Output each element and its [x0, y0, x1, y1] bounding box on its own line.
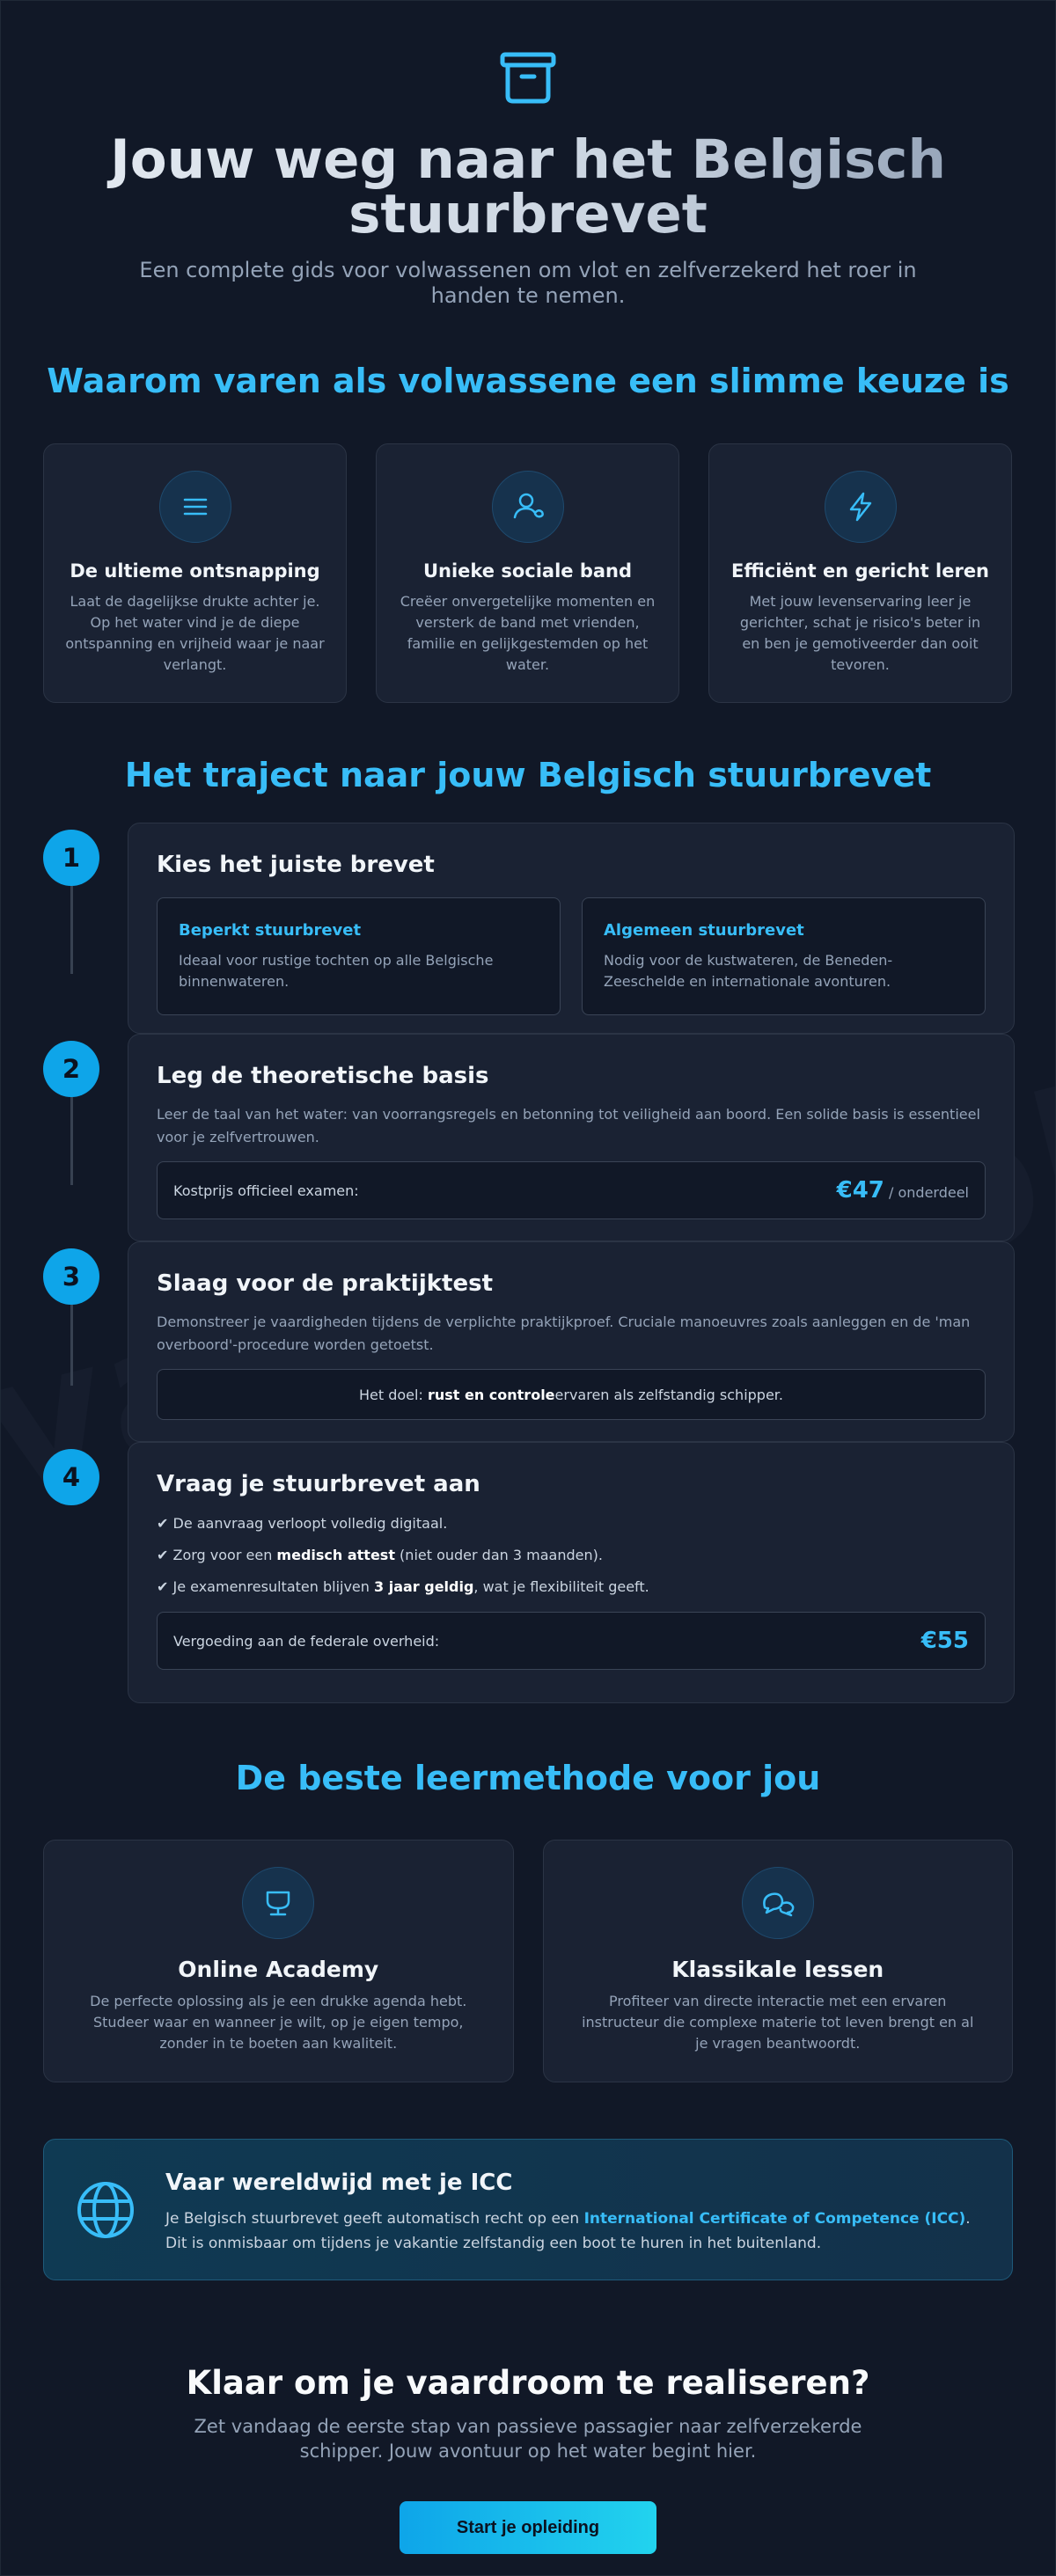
menu-lines-icon — [159, 471, 231, 543]
methods-section-title: De beste leermethode voor jou — [235, 1759, 821, 1797]
method-card[interactable] — [43, 1840, 514, 2082]
check-icon: ✔ — [157, 1547, 169, 1563]
icc-certificate-name: International Certificate of Competence (ICC) — [583, 2210, 966, 2228]
why-cards — [43, 443, 1013, 703]
icc-text-suffix: . Dit is onmisbaar om tijdens je vakantie zelfstandig een boot te huren in het buitenland. — [165, 2210, 971, 2252]
why-card-title: Efficiënt en gericht leren — [730, 560, 990, 582]
requirement-text: De aanvraag verloopt volledig digitaal. — [172, 1515, 448, 1532]
globe-icon — [74, 2178, 137, 2242]
why-card-text: Creëer onvergetelijke momenten en versterk de band met vrienden, familie en gelijkgestemden op het water. — [400, 593, 656, 673]
step-connector — [70, 1097, 73, 1185]
brevet-option-title: Algemeen stuurbrevet — [604, 921, 804, 940]
why-card — [376, 443, 679, 703]
requirements-list — [157, 1515, 986, 1596]
brevet-option[interactable] — [157, 897, 561, 1015]
brevet-option-text: Ideaal voor rustige tochten op alle Belgische binnenwateren. — [179, 952, 494, 990]
requirement-bold: medisch attest — [276, 1547, 395, 1563]
monitor-icon — [242, 1867, 314, 1939]
cta-title: Klaar om je vaardroom te realiseren? — [186, 2364, 870, 2402]
check-icon: ✔ — [157, 1515, 169, 1532]
lightning-icon — [825, 471, 897, 543]
why-card — [43, 443, 347, 703]
icc-text-prefix: Je Belgisch stuurbrevet geeft automatisch recht op een — [165, 2210, 584, 2228]
cta-section — [1, 2364, 1055, 2554]
goal-suffix: ervaren als zelfstandig schipper. — [554, 1386, 783, 1403]
requirement-text: Zorg voor een — [172, 1547, 277, 1563]
method-cards — [43, 1840, 1013, 2082]
step-text: Leer de taal van het water: van voorrangsregels en betonning tot veiligheid aan boord. Een solide basis is essentieel voor je zelfvertrouwen. — [157, 1106, 980, 1145]
why-card — [708, 443, 1012, 703]
requirement-item — [157, 1515, 986, 1533]
method-card-title: Klassikale lessen — [671, 1957, 884, 1982]
goal-bold: rust en controle — [427, 1386, 555, 1403]
cta-text: Zet vandaag de eerste stap van passieve passagier naar zelfverzekerde schipper. Jouw avontuur op het water begint hier. — [194, 2416, 862, 2462]
icc-content — [165, 2170, 982, 2256]
start-training-button[interactable]: Start je opleiding — [400, 2501, 656, 2554]
step-card — [128, 1442, 1015, 1703]
method-card[interactable] — [543, 1840, 1014, 2082]
step-card — [128, 1241, 1015, 1442]
brevet-option[interactable] — [582, 897, 986, 1015]
method-card-text: Profiteer van directe interactie met een ervaren instructeur die complexe materie tot leven brengt en al je vragen beantwoordt. — [582, 1993, 974, 2052]
requirement-text: , wat je flexibiliteit geeft. — [473, 1578, 649, 1595]
brevet-option-title: Beperkt stuurbrevet — [179, 921, 362, 940]
page-subtitle: Een complete gids voor volwassenen om vlot en zelfverzekerd het roer in handen te nemen. — [139, 258, 917, 308]
step-number: 4 — [43, 1449, 99, 1505]
trajectory-section-title: Het traject naar jouw Belgisch stuurbrevet — [124, 756, 932, 794]
chat-bubbles-icon — [742, 1867, 814, 1939]
method-card-title: Online Academy — [178, 1957, 379, 1982]
step-title: Slaag voor de praktijktest — [157, 1270, 494, 1297]
check-icon: ✔ — [157, 1578, 169, 1595]
exam-price-label: Kostprijs officieel examen: — [173, 1182, 359, 1199]
method-card-text: De perfecte oplossing als je een drukke agenda hebt. Studeer waar en wanneer je wilt, op je eigen tempo, zonder in te boeten aan kwaliteit. — [90, 1993, 467, 2052]
fee-label: Vergoeding aan de federale overheid: — [173, 1632, 440, 1650]
exam-price: €47 — [836, 1177, 884, 1204]
step-title: Vraag je stuurbrevet aan — [157, 1471, 480, 1497]
requirement-item — [157, 1578, 986, 1596]
archive-box-icon — [497, 50, 559, 106]
fee-price: €55 — [920, 1628, 969, 1654]
brevet-option-text: Nodig voor de kustwateren, de Beneden-Zeeschelde en internationale avonturen. — [604, 952, 893, 990]
requirement-item — [157, 1547, 986, 1564]
exam-price-wrap — [837, 1177, 969, 1204]
why-card-text: Met jouw levenservaring leer je gerichter, schat je risico's beter in en ben je gemotiveerder dan ooit tevoren. — [739, 593, 981, 673]
why-section-title: Waarom varen als volwassene een slimme keuze is — [47, 362, 1009, 400]
icc-text — [165, 2206, 982, 2256]
step-number: 3 — [43, 1248, 99, 1305]
why-card-title: Unieke sociale band — [422, 560, 633, 582]
exam-price-unit: / onderdeel — [889, 1184, 969, 1201]
goal-prefix: Het doel: — [359, 1386, 423, 1403]
icc-banner — [43, 2139, 1013, 2280]
step-text: Demonstreer je vaardigheden tijdens de verplichte praktijkproef. Cruciale manoeuvres zoals aanleggen en de 'man overboord'-procedure worden getoetst. — [157, 1314, 971, 1353]
icc-title: Vaar wereldwijd met je ICC — [165, 2170, 513, 2196]
user-icon — [492, 471, 564, 543]
step-number: 2 — [43, 1041, 99, 1097]
exam-price-box — [157, 1161, 986, 1219]
step-card — [128, 1034, 1015, 1241]
timeline — [43, 823, 1013, 1703]
step-number: 1 — [43, 830, 99, 886]
why-card-title: De ultieme ontsnapping — [70, 560, 320, 582]
step-card — [128, 823, 1015, 1034]
requirement-text: (niet ouder dan 3 maanden). — [394, 1547, 603, 1563]
fee-box — [157, 1612, 986, 1670]
goal-box — [157, 1369, 986, 1420]
requirement-text: Je examenresultaten blijven — [172, 1578, 374, 1595]
requirement-bold: 3 jaar geldig — [374, 1578, 474, 1595]
step-title: Kies het juiste brevet — [157, 852, 435, 878]
step-title: Leg de theoretische basis — [157, 1063, 489, 1089]
brevet-options — [157, 897, 986, 1015]
step-connector — [70, 1305, 73, 1386]
step-connector — [70, 886, 73, 974]
page-title: Jouw weg naar het Belgisch stuurbrevet — [88, 133, 968, 242]
hero — [1, 1, 1055, 309]
why-card-text: Laat de dagelijkse drukte achter je. Op het water vind je de diepe ontspanning en vrijheid waar je naar verlangt. — [65, 593, 325, 673]
